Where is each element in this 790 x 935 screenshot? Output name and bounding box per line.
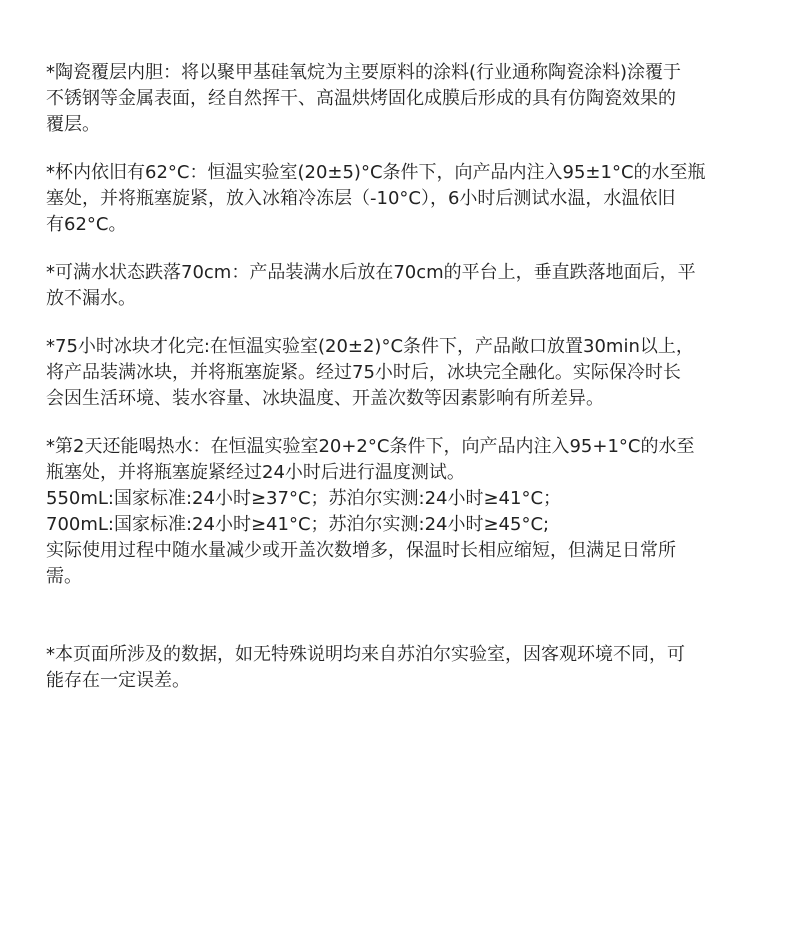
paragraph-ice-75h [46, 334, 766, 412]
spec-550ml-line: 550mL:国家标准:24小时≥37°C；苏泊尔实测:24小时≥41°C； [46, 488, 562, 509]
paragraph-spacer [46, 412, 766, 434]
paragraph-ceramic-lining [46, 60, 766, 138]
text-line: *陶瓷覆层内胆：将以聚甲基硅氧烷为主要原料的涂料(行业通称陶瓷涂料)涂覆于 [46, 62, 682, 83]
text-line: 实际使用过程中随水量减少或开盖次数增多，保温时长相应缩短，但满足日常所 [46, 540, 676, 561]
document-body [46, 60, 766, 694]
text-line: 有62°C。 [46, 214, 127, 235]
spec-700ml-line: 700mL:国家标准:24小时≥41°C；苏泊尔实测:24小时≥45°C; [46, 514, 550, 535]
paragraph-spacer [46, 238, 766, 260]
text-line: 能存在一定误差。 [46, 670, 190, 691]
text-line: 将产品装满冰块，并将瓶塞旋紧。经过75小时后，冰块完全融化。实际保冷时长 [46, 362, 681, 383]
text-line: *本页面所涉及的数据，如无特殊说明均来自苏泊尔实验室，因客观环境不同，可 [46, 644, 685, 665]
text-line: 塞处，并将瓶塞旋紧，放入冰箱冷冻层（-10°C），6小时后测试水温，水温依旧 [46, 188, 676, 209]
text-line: *杯内依旧有62°C：恒温实验室(20±5)°C条件下，向产品内注入95±1°C的水至瓶 [46, 162, 706, 183]
text-line: 覆层。 [46, 114, 100, 135]
paragraph-disclaimer [46, 642, 766, 694]
text-line: 放不漏水。 [46, 288, 136, 309]
text-line: 需。 [46, 566, 82, 587]
text-line: *第2天还能喝热水：在恒温实验室20+2°C条件下，向产品内注入95+1°C的水至 [46, 436, 695, 457]
text-line: 不锈钢等金属表面，经自然挥干、高温烘烤固化成膜后形成的具有仿陶瓷效果的 [46, 88, 676, 109]
paragraph-hot-day2 [46, 434, 766, 590]
paragraph-spacer [46, 590, 766, 642]
paragraph-spacer [46, 312, 766, 334]
text-line: 瓶塞处，并将瓶塞旋紧经过24小时后进行温度测试。 [46, 462, 465, 483]
text-line: *可满水状态跌落70cm：产品装满水后放在70cm的平台上，垂直跌落地面后，平 [46, 262, 696, 283]
paragraph-still-62c [46, 160, 766, 238]
paragraph-drop-70cm [46, 260, 766, 312]
text-line: 会因生活环境、装水容量、冰块温度、开盖次数等因素影响有所差异。 [46, 388, 604, 409]
paragraph-spacer [46, 138, 766, 160]
text-line: *75小时冰块才化完:在恒温实验室(20±2)°C条件下，产品敞口放置30min以上， [46, 336, 694, 357]
